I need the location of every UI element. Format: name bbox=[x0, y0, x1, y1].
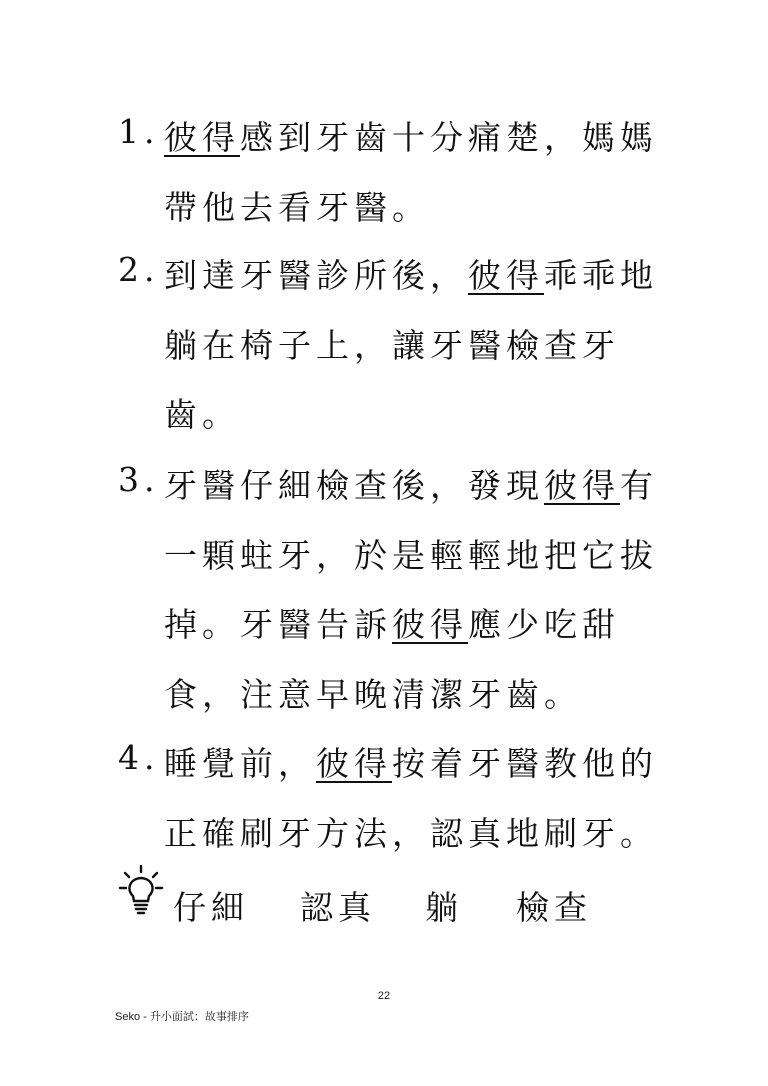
vocab-word: 認真 bbox=[300, 888, 376, 927]
item-line: 一顆蛀牙，於是輕輕地把它拔 bbox=[164, 536, 658, 575]
item-number: 4. bbox=[118, 738, 160, 777]
item-number: 3. bbox=[118, 460, 160, 499]
item-line: 躺在椅子上，讓牙醫檢查牙 bbox=[164, 326, 620, 365]
item-line: 齒。 bbox=[164, 395, 240, 434]
name-underlined: 彼得 bbox=[468, 256, 544, 295]
item-line: 彼得感到牙齒十分痛楚，媽媽 bbox=[164, 118, 658, 157]
item-line: 正確刷牙方法，認真地刷牙。 bbox=[164, 814, 658, 853]
item-number: 1. bbox=[118, 112, 160, 151]
item-line: 到達牙醫診所後，彼得乖乖地 bbox=[164, 256, 658, 295]
name-underlined: 彼得 bbox=[392, 605, 468, 644]
item-line: 帶他去看牙醫。 bbox=[164, 188, 430, 227]
item-line: 食，注意早晚清潔牙齒。 bbox=[164, 675, 582, 714]
item-number: 2. bbox=[118, 250, 160, 289]
vocab-word: 躺 bbox=[425, 888, 463, 927]
name-underlined: 彼得 bbox=[316, 744, 392, 783]
page-number: 22 bbox=[377, 990, 391, 1002]
lightbulb-icon bbox=[118, 864, 164, 916]
name-underlined: 彼得 bbox=[544, 466, 620, 505]
vocab-word: 仔細 bbox=[173, 888, 249, 927]
vocabulary-row bbox=[118, 864, 638, 927]
name-underlined: 彼得 bbox=[164, 118, 240, 157]
footer-text: Seko - 升小面試：故事排序 bbox=[115, 1011, 249, 1023]
item-line: 掉。牙醫告訴彼得應少吃甜 bbox=[164, 605, 620, 644]
item-line: 睡覺前，彼得按着牙醫教他的 bbox=[164, 744, 658, 783]
item-line: 牙醫仔細檢查後，發現彼得有 bbox=[164, 466, 658, 505]
vocab-word: 檢查 bbox=[516, 888, 592, 927]
